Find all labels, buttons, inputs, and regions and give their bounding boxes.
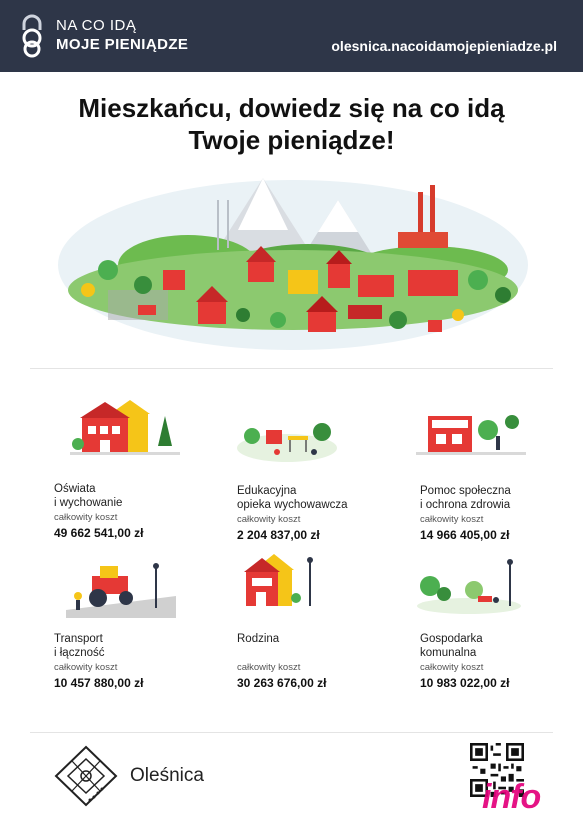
category-name-line-1: Edukacyjna <box>237 485 297 497</box>
padlock-coin-icon <box>18 14 46 58</box>
category-cost-label: całkowity koszt <box>54 662 118 673</box>
category-value: 30 263 676,00 zł <box>237 676 327 690</box>
category-pomoc-spoleczna <box>420 484 560 542</box>
school-building-icon <box>70 398 180 460</box>
park-playground-icon <box>232 408 342 470</box>
category-value: 10 983 022,00 zł <box>420 676 510 690</box>
family-house-icon <box>226 552 336 614</box>
city-name: Oleśnica <box>130 765 204 786</box>
olesnica-crest-icon <box>54 745 118 807</box>
title-line-2: Twoje pieniądze! <box>188 125 395 155</box>
category-cost-label: całkowity koszt <box>420 662 484 673</box>
brand-line-2: MOJE PIENIĄDZE <box>56 36 189 53</box>
page-title <box>0 92 583 156</box>
category-cost-label: całkowity koszt <box>237 662 301 673</box>
category-name-line-1: Rodzina <box>237 633 280 645</box>
header-bar <box>0 0 583 72</box>
road-roller-icon <box>66 556 176 618</box>
category-name-line-1: Gospodarka <box>420 633 483 645</box>
category-name-line-2: i ochrona zdrowia <box>420 499 511 511</box>
category-value: 14 966 405,00 zł <box>420 528 510 542</box>
category-value: 2 204 837,00 zł <box>237 528 320 542</box>
category-value: 49 662 541,00 zł <box>54 526 144 540</box>
category-name-line-2: komunalna <box>420 647 477 659</box>
category-transport <box>54 632 194 690</box>
category-name-line-1: Oświata <box>54 483 96 495</box>
divider-top <box>30 368 553 369</box>
watermark-logo: info <box>482 778 541 816</box>
park-streetlamp-icon <box>414 556 524 618</box>
category-value: 10 457 880,00 zł <box>54 676 144 690</box>
category-name-line-2: opieka wychowawcza <box>237 499 348 511</box>
category-oswiata <box>54 482 194 540</box>
category-edukacyjna <box>237 484 377 542</box>
brand-line-1: NA CO IDĄ <box>56 17 137 34</box>
category-name-line-2 <box>237 646 377 660</box>
category-gospodarka <box>420 632 560 690</box>
title-line-1: Mieszkańcu, dowiedz się na co idą <box>78 93 505 123</box>
divider-bottom <box>30 732 553 733</box>
social-care-building-icon <box>416 402 526 464</box>
category-cost-label: całkowity koszt <box>237 514 301 525</box>
category-name-line-2: i wychowanie <box>54 497 123 509</box>
category-name-line-1: Transport <box>54 633 103 645</box>
category-name-line-2: i łączność <box>54 647 105 659</box>
category-rodzina <box>237 632 377 690</box>
site-url-link[interactable]: olesnica.nacoidamojepieniadze.pl <box>331 38 557 54</box>
category-cost-label: całkowity koszt <box>420 514 484 525</box>
city-illustration <box>48 170 538 370</box>
category-cost-label: całkowity koszt <box>54 512 118 523</box>
category-name-line-1: Pomoc społeczna <box>420 485 511 497</box>
